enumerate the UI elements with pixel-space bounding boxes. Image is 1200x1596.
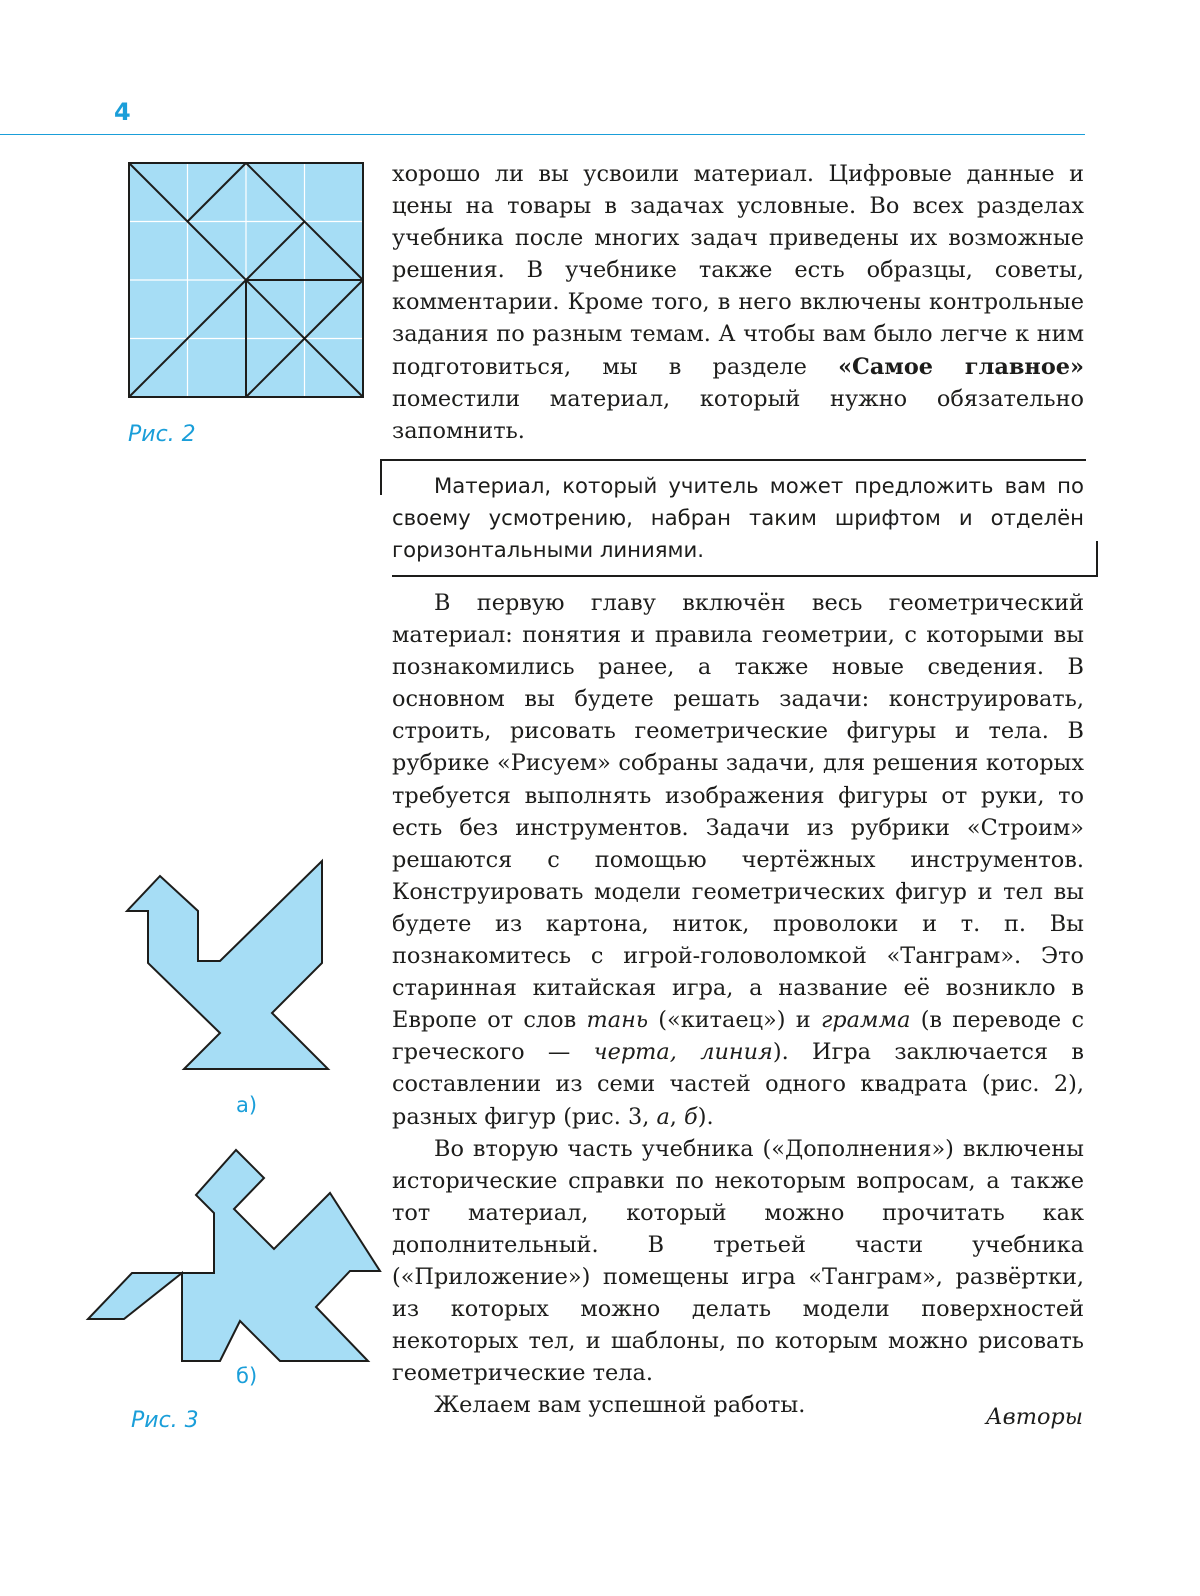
intro-text-2: поместили материал, который нужно обязательно запомнить. [392, 385, 1084, 444]
optional-material-text: Материал, который учитель может предложить вам по своему усмотрению, набран таким шрифтом и отделён горизонтальными линиями. [392, 473, 1084, 562]
section-name-bold: «Самое главное» [838, 353, 1084, 380]
chapter1-text-2: («китаец») и [648, 1007, 821, 1034]
tangram-bird-figure [120, 855, 335, 1077]
fig2-caption: Рис. 2 [128, 422, 196, 447]
closing-wish: Желаем вам успешной работы. [434, 1392, 806, 1419]
intro-paragraph [392, 158, 1084, 447]
ref-a: а [656, 1103, 670, 1130]
chapter1-text-1: В первую главу включён весь геометрический материал: понятия и правила геометрии, с которыми вы познакомились ранее, а также новые сведения. В основном вы будете решать задачи: конструировать, строить, рисовать геометрические фигуры и тела. В рубрике «Рисуем» собраны задачи, для решения которых требуется выполнять изображения фигуры от руки, то есть без инструментов. Задачи из рубрики «Строим» решаются с помощью чертёжных инструментов. Конструировать модели геометрических фигур и тел вы будете из картона, ниток, проволоки и т. п. Вы познакомитесь с игрой-головоломкой «Танграм». Это старинная китайская игра, а название её возникло в Европе от слов [392, 590, 1084, 1034]
fig3-caption: Рис. 3 [131, 1408, 199, 1433]
tangram-square-figure [128, 162, 364, 398]
rider-silhouette [88, 1150, 380, 1361]
term-tan: тань [586, 1007, 649, 1034]
ref-b: б [684, 1103, 698, 1130]
term-gramma: грамма [820, 1007, 911, 1034]
chapter1-text-5: , [669, 1103, 685, 1130]
authors-signature: Авторы [985, 1404, 1083, 1430]
header-rule [0, 134, 1085, 135]
term-translation: черта, линия [593, 1039, 773, 1066]
chapter1-text-4: ). Игра заключается в составлении из семи частей одного квадрата (рис. 2), разных фигур (рис. 3, [392, 1039, 1084, 1130]
chapter1-text-6: ). [697, 1103, 714, 1130]
optional-material-box [380, 459, 1098, 577]
fig3b-label: б) [236, 1364, 258, 1388]
part2-paragraph: Во вторую часть учебника («Дополнения») включены исторические справки по некоторым вопросам, а также тот материал, который можно прочитать как дополнительный. В третьей части учебника («Приложение») помещены игра «Танграм», развёртки, из которых можно делать модели поверхностей некоторых тел, и шаблоны, по которым можно рисовать геометрические тела. [392, 1135, 1084, 1387]
bird-silhouette [127, 861, 328, 1069]
fig3a-label: а) [236, 1093, 258, 1117]
tangram-rider-figure [84, 1145, 384, 1367]
intro-text-1: хорошо ли вы усвоили материал. Цифровые данные и цены на товары в задачах условные. Во всех разделах учебника после многих задач приведены их возможные решения. В учебнике также есть образцы, советы, комментарии. Кроме того, в него включены контрольные задания по разным темам. А чтобы вам было легче к ним подготовиться, мы в разделе [392, 161, 1084, 380]
chapter1-text-3: (в переводе с греческого — [392, 1007, 1084, 1066]
page-number: 4 [114, 98, 131, 126]
chapter1-paragraph [392, 587, 1084, 1133]
main-text [392, 587, 1084, 1421]
